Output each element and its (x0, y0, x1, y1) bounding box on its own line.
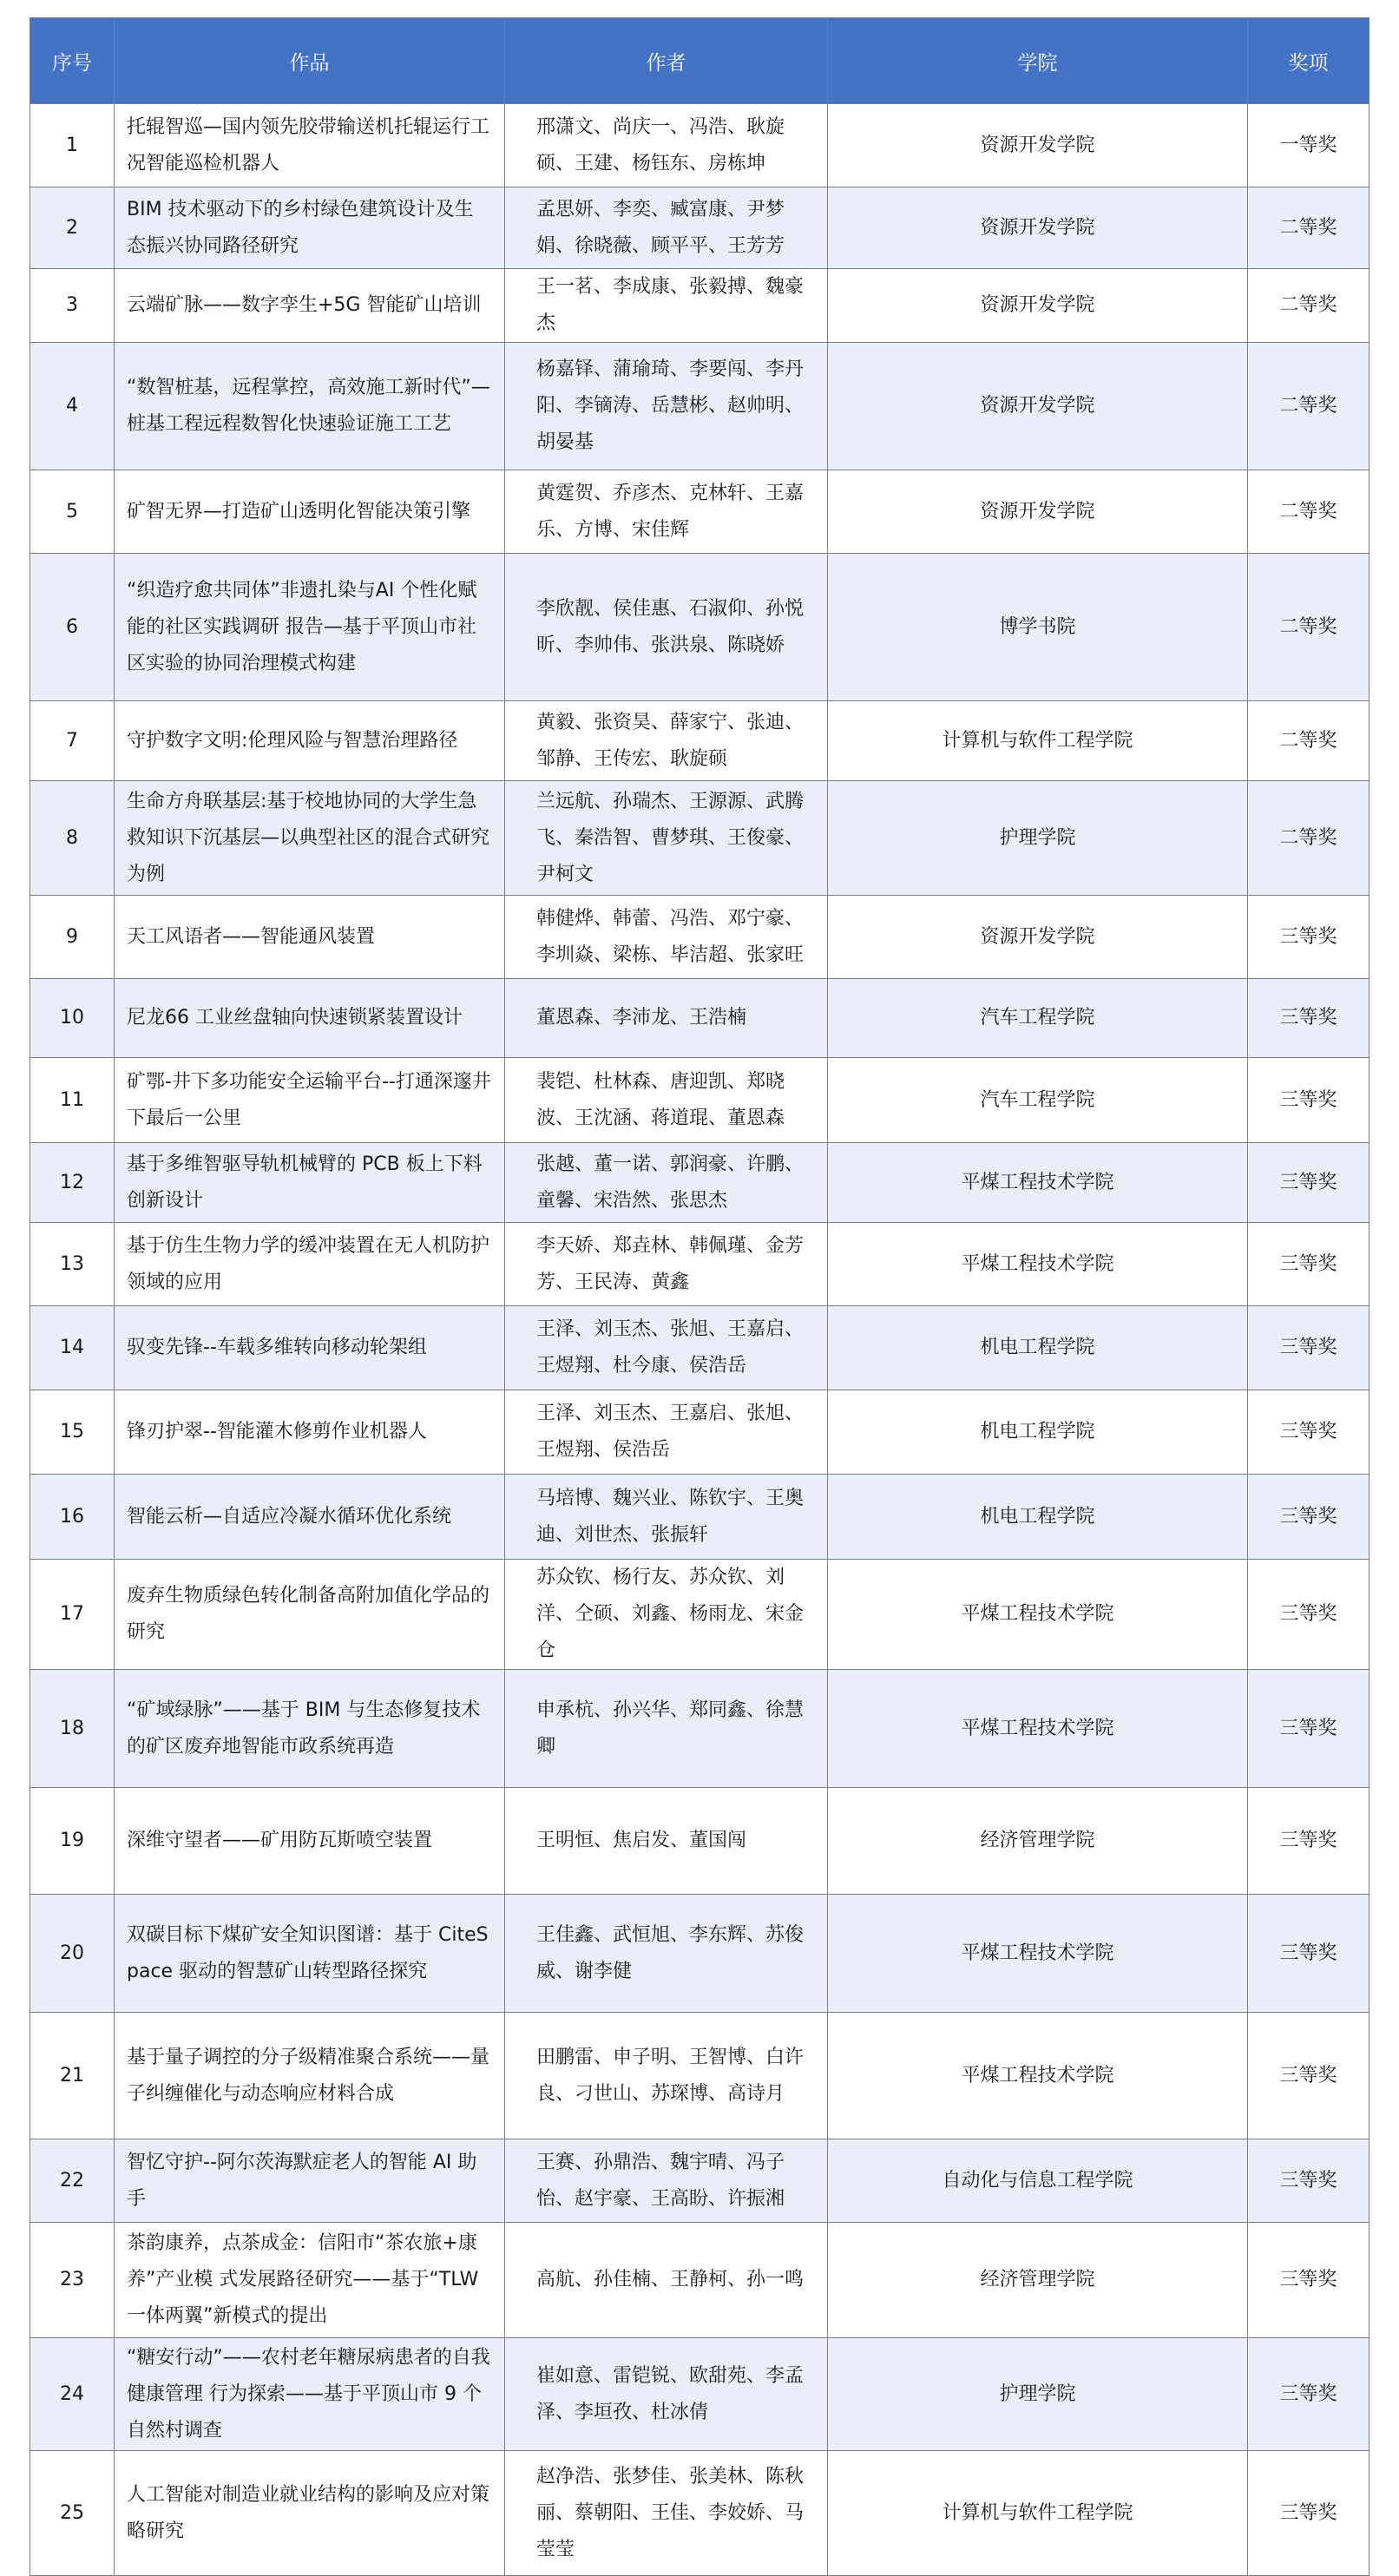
award-cell: 三等奖 (1248, 2451, 1369, 2576)
serial-no-cell: 7 (30, 701, 115, 781)
school-cell: 资源开发学院 (828, 470, 1248, 554)
work-title-cell: “矿域绿脉”——基于 BIM 与生态修复技术的矿区废弃地智能市政系统再造 (115, 1670, 505, 1788)
table-row (30, 1560, 1369, 1670)
serial-no-cell: 9 (30, 896, 115, 979)
school-cell: 机电工程学院 (828, 1306, 1248, 1390)
school-cell: 资源开发学院 (828, 343, 1248, 470)
serial-no-cell: 24 (30, 2338, 115, 2451)
table-row (30, 269, 1369, 343)
school-cell: 机电工程学院 (828, 1390, 1248, 1475)
authors-cell: 张越、董一诺、郭润豪、许鹏、童馨、宋浩然、张思杰 (505, 1143, 828, 1223)
school-cell: 资源开发学院 (828, 104, 1248, 187)
serial-no-cell: 20 (30, 1895, 115, 2013)
award-cell: 三等奖 (1248, 1670, 1369, 1788)
table-row (30, 1306, 1369, 1390)
table-row (30, 1788, 1369, 1895)
table-row (30, 104, 1369, 187)
table-row (30, 343, 1369, 470)
header-school: 学院 (828, 18, 1248, 104)
award-cell: 三等奖 (1248, 1143, 1369, 1223)
school-cell: 机电工程学院 (828, 1475, 1248, 1560)
authors-cell: 王明恒、焦启发、董国闯 (505, 1788, 828, 1895)
serial-no-cell: 1 (30, 104, 115, 187)
school-cell: 计算机与软件工程学院 (828, 701, 1248, 781)
work-title-cell: 智能云析—自适应冷凝水循环优化系统 (115, 1475, 505, 1560)
school-cell: 汽车工程学院 (828, 979, 1248, 1058)
work-title-cell: 矿智无界—打造矿山透明化智能决策引擎 (115, 470, 505, 554)
table-row (30, 979, 1369, 1058)
school-cell: 平煤工程技术学院 (828, 1560, 1248, 1670)
authors-cell: 王泽、刘玉杰、王嘉启、张旭、王煜翔、侯浩岳 (505, 1390, 828, 1475)
award-cell: 三等奖 (1248, 2223, 1369, 2338)
work-title-cell: 茶韵康养，点茶成金：信阳市“茶农旅+康养”产业模 式发展路径研究——基于“TLW 一体两翼”新模式的提出 (115, 2223, 505, 2338)
work-title-cell: 基于仿生生物力学的缓冲装置在无人机防护领域的应用 (115, 1223, 505, 1306)
header-work: 作品 (115, 18, 505, 104)
serial-no-cell: 6 (30, 554, 115, 701)
award-cell: 二等奖 (1248, 781, 1369, 896)
work-title-cell: BIM 技术驱动下的乡村绿色建筑设计及生态振兴协同路径研究 (115, 187, 505, 269)
table-row (30, 1058, 1369, 1143)
table-row (30, 1895, 1369, 2013)
serial-no-cell: 15 (30, 1390, 115, 1475)
school-cell: 资源开发学院 (828, 896, 1248, 979)
serial-no-cell: 18 (30, 1670, 115, 1788)
award-cell: 三等奖 (1248, 1390, 1369, 1475)
authors-cell: 田鹏雷、申子明、王智博、白许良、刁世山、苏琛博、高诗月 (505, 2013, 828, 2139)
authors-cell: 黄霆贺、乔彦杰、克林轩、王嘉乐、方博、宋佳辉 (505, 470, 828, 554)
award-cell: 三等奖 (1248, 2139, 1369, 2223)
award-cell: 三等奖 (1248, 2338, 1369, 2451)
school-cell: 汽车工程学院 (828, 1058, 1248, 1143)
authors-cell: 苏众钦、杨行友、苏众钦、刘洋、仝硕、刘鑫、杨雨龙、宋金仓 (505, 1560, 828, 1670)
serial-no-cell: 4 (30, 343, 115, 470)
authors-cell: 王赛、孙鼎浩、魏宇晴、冯子怡、赵宇豪、王高盼、许振湘 (505, 2139, 828, 2223)
award-cell: 三等奖 (1248, 1560, 1369, 1670)
serial-no-cell: 21 (30, 2013, 115, 2139)
table-row (30, 2223, 1369, 2338)
school-cell: 平煤工程技术学院 (828, 2013, 1248, 2139)
header-authors: 作者 (505, 18, 828, 104)
award-cell: 三等奖 (1248, 1223, 1369, 1306)
authors-cell: 孟思妍、李奕、臧富康、尹梦娟、徐晓薇、顾平平、王芳芳 (505, 187, 828, 269)
school-cell: 自动化与信息工程学院 (828, 2139, 1248, 2223)
work-title-cell: 人工智能对制造业就业结构的影响及应对策略研究 (115, 2451, 505, 2576)
serial-no-cell: 23 (30, 2223, 115, 2338)
table-row (30, 2013, 1369, 2139)
authors-cell: 邢潇文、尚庆一、冯浩、耿旋硕、王建、杨钰东、房栋坤 (505, 104, 828, 187)
award-cell: 二等奖 (1248, 187, 1369, 269)
work-title-cell: 云端矿脉——数字孪生+5G 智能矿山培训 (115, 269, 505, 343)
work-title-cell: 托辊智巡—国内领先胶带输送机托辊运行工况智能巡检机器人 (115, 104, 505, 187)
work-title-cell: 基于多维智驱导轨机械臂的 PCB 板上下料创新设计 (115, 1143, 505, 1223)
authors-cell: 崔如意、雷铠锐、欧甜苑、李孟泽、李垣孜、杜冰倩 (505, 2338, 828, 2451)
school-cell: 经济管理学院 (828, 2223, 1248, 2338)
serial-no-cell: 16 (30, 1475, 115, 1560)
table-row (30, 2338, 1369, 2451)
authors-cell: 王泽、刘玉杰、张旭、王嘉启、王煜翔、杜今康、侯浩岳 (505, 1306, 828, 1390)
work-title-cell: 天工风语者——智能通风装置 (115, 896, 505, 979)
header-award: 奖项 (1248, 18, 1369, 104)
school-cell: 平煤工程技术学院 (828, 1670, 1248, 1788)
authors-cell: 兰远航、孙瑞杰、王源源、武腾飞、秦浩智、曹梦琪、王俊豪、尹柯文 (505, 781, 828, 896)
table-row (30, 1390, 1369, 1475)
award-cell: 一等奖 (1248, 104, 1369, 187)
work-title-cell: 驭变先锋--车载多维转向移动轮架组 (115, 1306, 505, 1390)
school-cell: 博学书院 (828, 554, 1248, 701)
work-title-cell: 智忆守护--阿尔茨海默症老人的智能 AI 助手 (115, 2139, 505, 2223)
award-cell: 二等奖 (1248, 269, 1369, 343)
serial-no-cell: 2 (30, 187, 115, 269)
work-title-cell: 尼龙66 工业丝盘轴向快速锁紧装置设计 (115, 979, 505, 1058)
work-title-cell: “糖安行动”——农村老年糖尿病患者的自我健康管理 行为探索——基于平顶山市 9 个自然村调查 (115, 2338, 505, 2451)
award-cell: 三等奖 (1248, 979, 1369, 1058)
school-cell: 计算机与软件工程学院 (828, 2451, 1248, 2576)
work-title-cell: “织造疗愈共同体”非遗扎染与AI 个性化赋能的社区实践调研 报告—基于平顶山市社区实验的协同治理模式构建 (115, 554, 505, 701)
serial-no-cell: 14 (30, 1306, 115, 1390)
table-row (30, 781, 1369, 896)
table-header-row (30, 18, 1369, 104)
school-cell: 护理学院 (828, 781, 1248, 896)
authors-cell: 杨嘉铎、蒲瑜琦、李要闯、李丹阳、李镝涛、岳慧彬、赵帅明、胡晏基 (505, 343, 828, 470)
table-row (30, 2139, 1369, 2223)
serial-no-cell: 13 (30, 1223, 115, 1306)
authors-cell: 王佳鑫、武恒旭、李东辉、苏俊威、谢李健 (505, 1895, 828, 2013)
awards-table (30, 17, 1369, 2576)
authors-cell: 裴铠、杜林森、唐迎凯、郑晓波、王沈涵、蒋道琨、董恩森 (505, 1058, 828, 1143)
award-cell: 三等奖 (1248, 1058, 1369, 1143)
work-title-cell: 废弃生物质绿色转化制备高附加值化学品的研究 (115, 1560, 505, 1670)
work-title-cell: 深维守望者——矿用防瓦斯喷空装置 (115, 1788, 505, 1895)
award-cell: 三等奖 (1248, 1788, 1369, 1895)
school-cell: 平煤工程技术学院 (828, 1143, 1248, 1223)
authors-cell: 申承杭、孙兴华、郑同鑫、徐慧卿 (505, 1670, 828, 1788)
serial-no-cell: 17 (30, 1560, 115, 1670)
work-title-cell: 基于量子调控的分子级精准聚合系统——量子纠缠催化与动态响应材料合成 (115, 2013, 505, 2139)
school-cell: 资源开发学院 (828, 269, 1248, 343)
school-cell: 平煤工程技术学院 (828, 1223, 1248, 1306)
table-row (30, 896, 1369, 979)
award-cell: 三等奖 (1248, 896, 1369, 979)
authors-cell: 高航、孙佳楠、王静柯、孙一鸣 (505, 2223, 828, 2338)
serial-no-cell: 5 (30, 470, 115, 554)
work-title-cell: 锋刃护翠--智能灌木修剪作业机器人 (115, 1390, 505, 1475)
school-cell: 平煤工程技术学院 (828, 1895, 1248, 2013)
serial-no-cell: 10 (30, 979, 115, 1058)
award-cell: 二等奖 (1248, 701, 1369, 781)
award-cell: 三等奖 (1248, 1475, 1369, 1560)
table-row (30, 2451, 1369, 2576)
table-body (30, 104, 1369, 2576)
table-row (30, 1143, 1369, 1223)
authors-cell: 黄毅、张资昊、薛家宁、张迪、邹静、王传宏、耿旋硕 (505, 701, 828, 781)
serial-no-cell: 22 (30, 2139, 115, 2223)
serial-no-cell: 8 (30, 781, 115, 896)
table-row (30, 701, 1369, 781)
serial-no-cell: 12 (30, 1143, 115, 1223)
award-cell: 二等奖 (1248, 470, 1369, 554)
authors-cell: 王一茗、李成康、张毅搏、魏豪杰 (505, 269, 828, 343)
table-row (30, 1223, 1369, 1306)
table-row (30, 1670, 1369, 1788)
serial-no-cell: 3 (30, 269, 115, 343)
authors-cell: 韩健烨、韩蕾、冯浩、邓宁豪、李圳焱、梁栋、毕洁超、张家旺 (505, 896, 828, 979)
school-cell: 资源开发学院 (828, 187, 1248, 269)
award-cell: 三等奖 (1248, 2013, 1369, 2139)
award-cell: 二等奖 (1248, 554, 1369, 701)
work-title-cell: 生命方舟联基层:基于校地协同的大学生急救知识下沉基层—以典型社区的混合式研究为例 (115, 781, 505, 896)
award-cell: 三等奖 (1248, 1306, 1369, 1390)
table-row (30, 1475, 1369, 1560)
table-row (30, 187, 1369, 269)
authors-cell: 马培博、魏兴业、陈钦宇、王奥迪、刘世杰、张振轩 (505, 1475, 828, 1560)
work-title-cell: 守护数字文明:伦理风险与智慧治理路径 (115, 701, 505, 781)
award-cell: 二等奖 (1248, 343, 1369, 470)
school-cell: 经济管理学院 (828, 1788, 1248, 1895)
authors-cell: 李欣靓、侯佳惠、石淑仰、孙悦昕、李帅伟、张洪泉、陈晓娇 (505, 554, 828, 701)
work-title-cell: 矿鄂-井下多功能安全运输平台--打通深邃井下最后一公里 (115, 1058, 505, 1143)
authors-cell: 董恩森、李沛龙、王浩楠 (505, 979, 828, 1058)
serial-no-cell: 11 (30, 1058, 115, 1143)
serial-no-cell: 19 (30, 1788, 115, 1895)
award-cell: 三等奖 (1248, 1895, 1369, 2013)
work-title-cell: 双碳目标下煤矿安全知识图谱：基于 CiteSpace 驱动的智慧矿山转型路径探究 (115, 1895, 505, 2013)
header-serial-no: 序号 (30, 18, 115, 104)
school-cell: 护理学院 (828, 2338, 1248, 2451)
authors-cell: 赵净浩、张梦佳、张美林、陈秋丽、蔡朝阳、王佳、李姣娇、马莹莹 (505, 2451, 828, 2576)
table-row (30, 554, 1369, 701)
table-row (30, 470, 1369, 554)
serial-no-cell: 25 (30, 2451, 115, 2576)
work-title-cell: “数智桩基，远程掌控，高效施工新时代”—桩基工程远程数智化快速验证施工工艺 (115, 343, 505, 470)
authors-cell: 李天娇、郑垚林、韩佩瑾、金芳芳、王民涛、黄鑫 (505, 1223, 828, 1306)
